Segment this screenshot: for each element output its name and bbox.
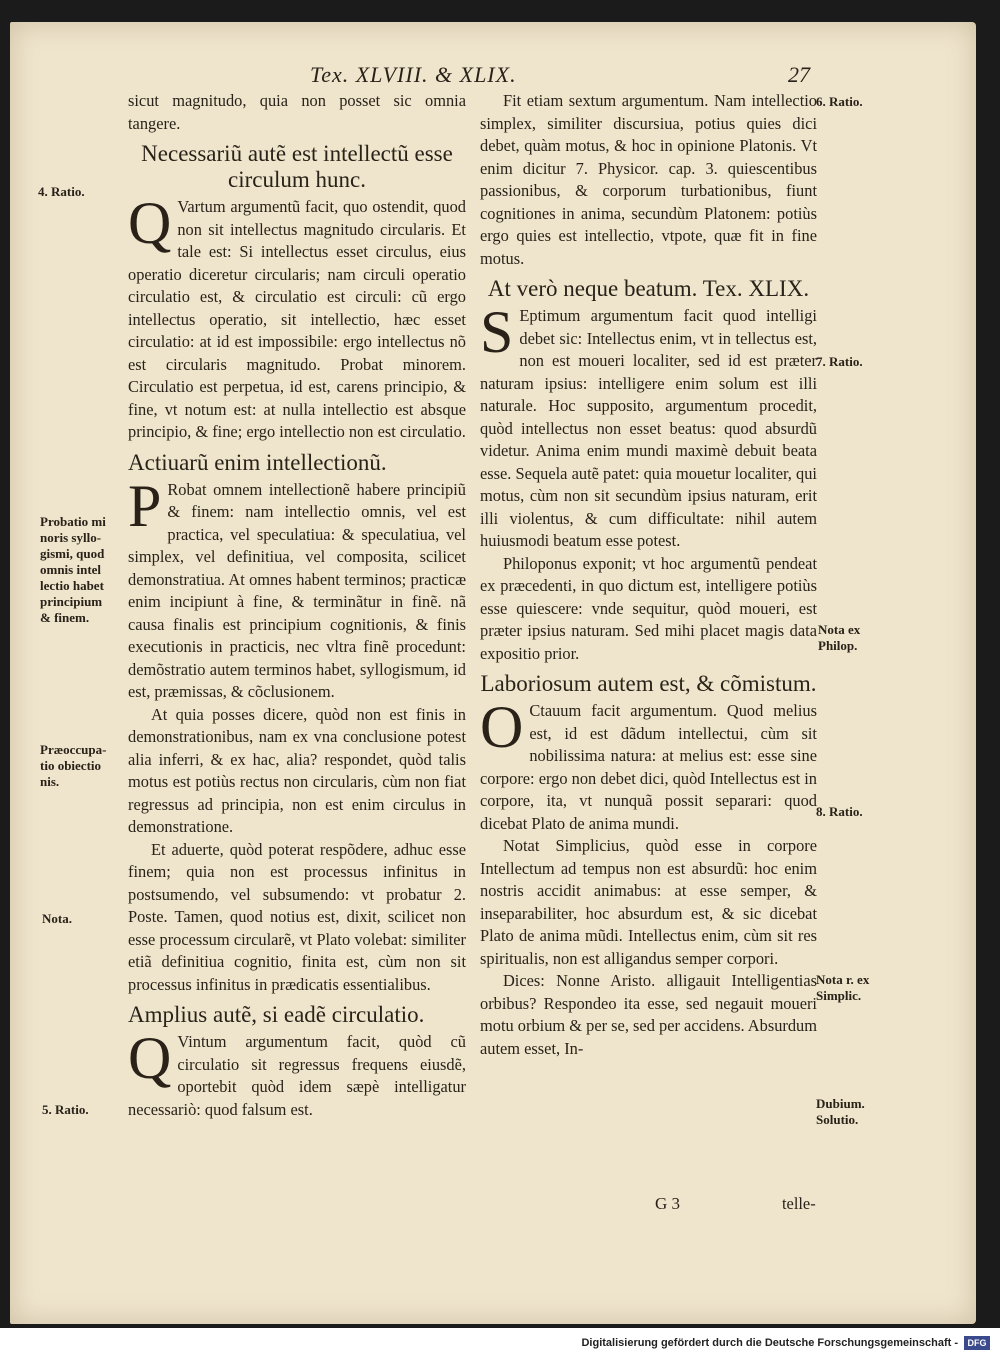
right-paragraph-5	[480, 835, 817, 970]
note-line: Nota ex	[818, 622, 861, 637]
paragraph-text: Philoponus exponit; vt hoc argumentũ pendeat ex præcedenti, in quo dictum est, intelligere potiùs esse quiescere: vnde sequitur, quòd moueri, est præter ipsius naturam. Sed mihi placet magis data expositio prior.	[480, 553, 817, 663]
right-paragraph-6	[480, 970, 817, 1060]
left-heading-2: Actiuarũ enim intellectionũ.	[128, 449, 387, 475]
left-paragraph-4	[128, 839, 466, 997]
paragraph-text: Et aduerte, quòd poterat respõdere, adhuc esse finem; quia non est processus infinitus in postsumendo, vel subsumendo: vt probatur 2. Poste. Tamen, quod notius est, dixit, scilicet non esse processum circularẽ, vt Plato volebat: similiter etiã definitiua cognitio, finita est, cùm non sit processus infinitus in prædicatis essentialibus.	[128, 839, 466, 994]
margin-note-nota-simplic	[816, 972, 869, 1004]
drop-cap: Q	[128, 1025, 172, 1091]
margin-note-praeoccupatio	[40, 742, 106, 790]
right-heading-1: At verò neque beatum. Tex. XLIX.	[487, 276, 810, 301]
paragraph-text: At quia posses dicere, quòd non est finis in demonstrationibus, nam ex vna conclusione potest alia inferri, & ex hac, alia? respondet, quòd talis motus est potiùs rectus non circularis, cùm non fiat regressus ad principia, non est enim circulus in demonstratione.	[128, 704, 466, 836]
note-line: principium	[40, 594, 103, 609]
drop-cap: P	[128, 472, 162, 539]
paragraph-text: Fit etiam sextum argumentum. Nam intellectio simplex, similiter discursiua, potius quies dici debet, quàm motus, & hoc in opinione Platonis. Vt enim dicitur 7. Physicor. cap. 3. quiescentibus passionibus, & corporum turbationibus, fiunt cognitiones in anima, secundùm Platonem: potiùs ergo quies est intellectio, vtpote, quæ fit in fine motus.	[480, 91, 817, 268]
drop-cap: Q	[128, 190, 172, 256]
paragraph-text: Vintum argumentum facit, quòd cũ circulatio sit regressus frequens eiusdẽ, oportebit quòd idem sæpè intelligatur necessariò: quod falsum est.	[128, 1032, 466, 1119]
signature-mark: G 3	[655, 1194, 681, 1213]
margin-note-ratio-8: 8. Ratio.	[816, 804, 863, 819]
note-line: lectio habet	[40, 578, 104, 593]
left-paragraph-2	[128, 472, 466, 704]
left-paragraph-5	[128, 1025, 466, 1121]
paragraph-text: Ctauum facit argumentum. Quod melius est, id est dãdum intellectui, cùm sit nobilissima natura: at melius est: esse sine corpore: ergo non debet dici, quòd Intellectus est in corpore, ita, vt nunquã possit separari: quod dicebat Plato de anima mundi.	[480, 701, 817, 833]
note-line: Nota r. ex	[816, 972, 870, 987]
right-paragraph-1	[480, 90, 817, 270]
left-heading-1: Necessariũ autẽ est intellectũ esse circulum hunc.	[141, 141, 453, 192]
right-paragraph-4	[480, 694, 817, 835]
note-line: & finem.	[40, 610, 90, 625]
margin-note-probatio	[40, 514, 106, 626]
note-line: tio obiectio	[40, 758, 102, 773]
margin-note-ratio-7: 7. Ratio.	[816, 354, 863, 369]
note-line: nis.	[40, 774, 60, 789]
dfg-logo: DFG	[964, 1336, 990, 1350]
paragraph-text: Vartum argumentũ facit, quo ostendit, quod non sit intellectus magnitudo circularis. Et tale est: Si intellectus esset circulus, eius operatio diceretur circularis; nam circuli operatio circulatio est, & circulatio est circuli: cũ ergo intellectus operatio, sit intellectio, hæc esset circulatio: at id est impossibile: ergo intellectus nõ est circularis magnitudo. Probat minorem. Circulatio est perpetua, id est, carens principio, & fine, vt notum est: at nulla intellectio est absque principio, & fine; ergo intellectio non est circulatio.	[128, 197, 466, 441]
book-page	[10, 22, 976, 1324]
note-line: Solutio.	[816, 1112, 859, 1127]
margin-note-dubium	[816, 1096, 865, 1128]
note-line: Philop.	[818, 638, 858, 653]
paragraph-text: Robat omnem intellectionẽ habere principiũ & finem: nam intellectio omnis, vel est practica, vel speculatiua: & speculatiua, vel simplex, vel definitiua, vel composita, scilicet demonstratiua. At omnes habent terminos; practicæ enim incipiunt à fine, & terminãtur in finẽ. nã causa finalis est principium cognitionis, & finis executionis in practicis, nec vltra finẽ procedunt: demõstratio autem terminos habet, syllogismum, id est, præmissas, & cõclusionem.	[128, 479, 466, 701]
right-heading-2: Laboriosum autem est, & cõmistum.	[480, 671, 817, 696]
left-column	[128, 90, 466, 1121]
margin-note-ratio-6: 6. Ratio.	[816, 94, 863, 109]
footer-credit: Digitalisierung gefördert durch die Deutsche Forschungsgemeinschaft -	[581, 1337, 958, 1349]
left-paragraph-3	[128, 704, 466, 839]
left-paragraph-0	[128, 90, 466, 135]
digitization-footer	[0, 1328, 1000, 1358]
note-line: gismi, quod	[40, 546, 105, 561]
note-line: Simplic.	[816, 988, 862, 1003]
margin-note-nota: Nota.	[42, 911, 72, 926]
page-header	[10, 62, 976, 92]
note-line: Dubium.	[816, 1096, 865, 1111]
left-paragraph-1	[128, 190, 466, 444]
margin-note-ratio-4: 4. Ratio.	[38, 184, 85, 199]
paragraph-text: Dices: Nonne Aristo. alligauit Intelligentias orbibus? Respondeo ita esse, sed negauit moueri motu orbium & per se, sed per accidens. Absurdum autem esset, In-	[480, 971, 817, 1058]
paragraph-text: Eptimum argumentum facit quod intelligi debet sic: Intellectus enim, vt in tellectus est, non est moueri localiter, sed id est præter naturam ipsius: intelligere enim solum est illi naturale. Hoc supposito, argumentum procedit, quòd intellectus non esset beatus: quod absurdũ videtur. Anima enim mundi maximè debuit beata esse. Sequela autẽ patet: quia mouetur localiter, qui motus, cùm non sit secundùm ipsius naturam, erit illi violentus, & cum difficultate: nihil autem huiusmodi beatum esse potest.	[480, 306, 817, 550]
running-head: Tex. XLVIII. & XLIX.	[310, 62, 517, 87]
catchword: telle-	[782, 1194, 816, 1213]
margin-note-nota-philop	[818, 622, 860, 654]
right-paragraph-2	[480, 299, 817, 553]
drop-cap: S	[480, 299, 514, 365]
right-paragraph-3	[480, 553, 817, 666]
right-column	[480, 90, 817, 1060]
paragraph-text: sicut magnitudo, quia non posset sic omnia tangere.	[128, 91, 466, 133]
note-line: noris syllo-	[40, 530, 102, 545]
drop-cap: O	[480, 694, 524, 760]
note-line: omnis intel	[40, 562, 102, 577]
paragraph-text: Notat Simplicius, quòd esse in corpore Intellectum ad tempus non est absurdũ: hoc enim nostris accidit animabus: at esse semper, & inseparabiliter, hoc absurdum est, & sic dicebat Plato de anima mũdi. Intellectus enim, cùm sit res spiritualis, non est alligandus semper corpori.	[480, 836, 817, 968]
margin-note-ratio-5: 5. Ratio.	[42, 1102, 89, 1117]
page-number: 27	[788, 62, 810, 87]
note-line: Probatio mi	[40, 514, 106, 529]
left-heading-3: Amplius autẽ, si eadẽ circulatio.	[128, 1002, 425, 1027]
note-line: Præoccupa-	[40, 742, 107, 757]
